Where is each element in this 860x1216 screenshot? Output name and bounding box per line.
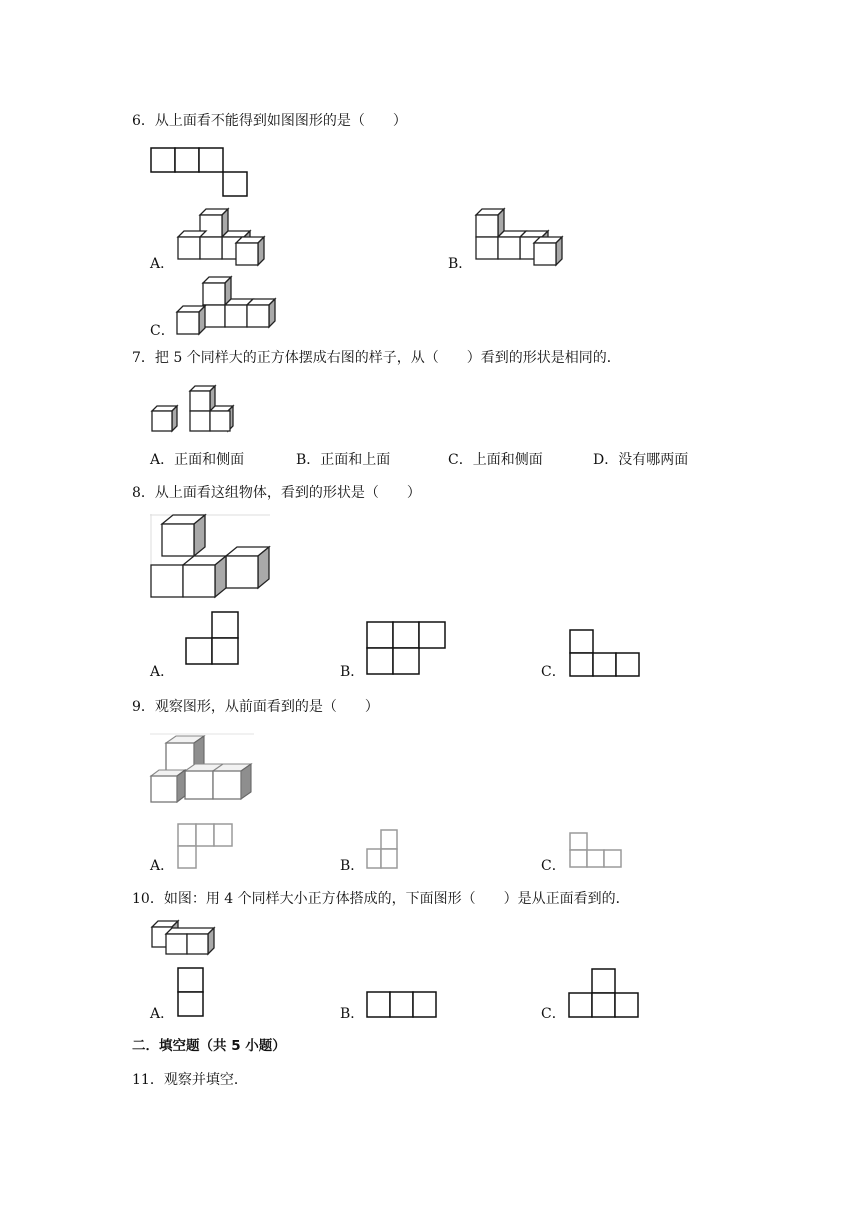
q10-option-c-shape[interactable] — [568, 967, 642, 1021]
q6-option-b-cubes[interactable] — [473, 208, 573, 270]
q9-cube-figure — [150, 733, 260, 805]
q6-option-a-cubes[interactable] — [175, 208, 275, 270]
q9-option-b-label[interactable]: B． — [340, 858, 365, 874]
q7-cube-arrangement — [150, 384, 250, 436]
q9-option-c-label[interactable]: C． — [541, 858, 566, 874]
q9-option-a-shape[interactable] — [176, 822, 236, 872]
question-8-stem: 8．从上面看这组物体，看到的形状是（ ） — [132, 485, 421, 501]
q6-option-b-label[interactable]: B． — [448, 256, 473, 272]
q7-option-c[interactable]: C．上面和侧面 — [448, 452, 543, 468]
q9-option-c-shape[interactable] — [568, 831, 628, 873]
q10-cube-figure — [150, 918, 220, 960]
q8-option-b-shape[interactable] — [365, 620, 455, 680]
q8-option-c-label[interactable]: C． — [541, 664, 566, 680]
q8-option-c-shape[interactable] — [568, 628, 643, 680]
q6-option-c-cubes[interactable] — [175, 275, 285, 337]
q10-option-a-label[interactable]: A． — [150, 1006, 175, 1022]
question-9-stem: 9．观察图形，从前面看到的是（ ） — [132, 699, 379, 715]
q6-option-a-label[interactable]: A． — [150, 256, 175, 272]
q8-option-a-shape[interactable] — [184, 610, 244, 670]
q8-option-b-label[interactable]: B． — [340, 664, 365, 680]
question-7-stem: 7．把 5 个同样大的正方体摆成右图的样子，从（ ）看到的形状是相同的． — [132, 350, 621, 366]
section-2-heading: 二．填空题（共 5 小题） — [132, 1038, 286, 1054]
question-10-stem: 10．如图：用 4 个同样大小正方体搭成的，下面图形（ ）是从正面看到的． — [132, 891, 630, 907]
question-11-stem: 11．观察并填空． — [132, 1072, 248, 1088]
q10-option-b-label[interactable]: B． — [340, 1006, 365, 1022]
q8-cube-figure — [150, 514, 275, 600]
question-6-stem: 6．从上面看不能得到如图图形的是（ ） — [132, 113, 407, 129]
q7-option-b[interactable]: B．正面和上面 — [296, 452, 391, 468]
q7-option-a[interactable]: A．正面和侧面 — [150, 452, 245, 468]
q6-top-view-figure — [150, 147, 250, 199]
q10-option-c-label[interactable]: C． — [541, 1006, 566, 1022]
q9-option-a-label[interactable]: A． — [150, 858, 175, 874]
q8-option-a-label[interactable]: A． — [150, 664, 175, 680]
q10-option-a-shape[interactable] — [176, 966, 208, 1020]
q6-option-c-label[interactable]: C． — [150, 323, 175, 339]
q9-option-b-shape[interactable] — [365, 828, 405, 872]
q10-option-b-shape[interactable] — [365, 990, 441, 1020]
q7-option-d[interactable]: D．没有哪两面 — [593, 452, 689, 468]
